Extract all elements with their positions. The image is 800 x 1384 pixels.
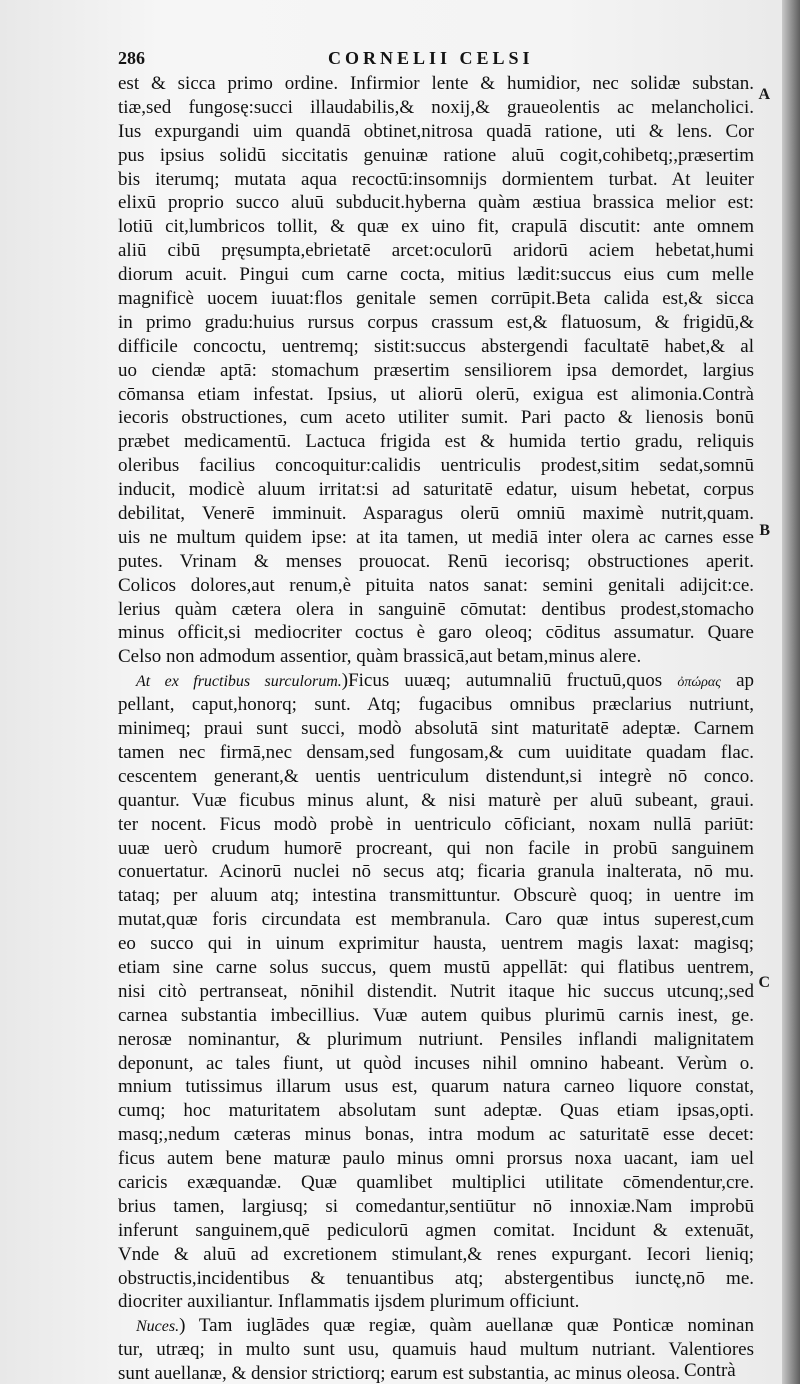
text-line: ficus autem bene maturæ paulo minus omni prorsus noxa uacant, iam uel	[118, 1148, 754, 1170]
text-line: ter nocent. Ficus modò probè in uentriculo cōficiant, noxam nullā pariūt:	[118, 813, 754, 835]
text-line: lerius quàm cætera olera in sanguinē cōmutat: dentibus prodest,stomacho	[118, 598, 754, 620]
text-line: carnea substantia imbecillius. Vuæ autem quibus plurimū carnis inest, ge.	[118, 1004, 754, 1026]
paragraph-nuts	[118, 1314, 754, 1384]
text-line: eo succo qui in uinum exprimitur hausta, uentrem magis laxat: magisq;	[118, 933, 754, 955]
line-text: ) Tam iuglādes quæ regiæ, quàm auellanæ quæ Ponticæ nominan	[179, 1315, 754, 1337]
text-line: nisi citò pertranseat, nōnihil distendit. Nutrit itaque hic succus utcunq;,sed	[118, 980, 754, 1002]
text-line: est & sicca primo ordine. Infirmior lente & humidior, nec solidæ substan.	[118, 73, 754, 94]
text-line: nerosæ nominantur, & plurimum nutriunt. Pensiles inflandi malignitatem	[118, 1028, 754, 1050]
text-line: mutat,quæ foris circundata est membranula. Caro quæ intus superest,cum	[118, 909, 754, 931]
running-head	[118, 48, 758, 72]
text-line: tamen nec firmā,nec densam,sed fungosam,& cum uuiditate quadam flac.	[118, 741, 754, 763]
text-line	[118, 1314, 754, 1338]
text-line: etiam sine carne solus succus, quem mustū appellāt: qui flatibus uentrem,	[118, 956, 754, 978]
text-line: sunt auellanæ, & densior strictiorq; earum est substantia, ac minus oleosa.	[118, 1363, 680, 1384]
text-line: pellant, caput,honorq; sunt. Atq; fugacibus omnibus præclarius nutriunt,	[118, 694, 754, 716]
text-line: conuertatur. Acinorū nuclei nō secus atq; ficaria granula inalterata, nō mu.	[118, 861, 754, 883]
text-line: iecoris obstructiones, cum aceto utiliter sumit. Pari pacto & lienosis bonū	[118, 407, 754, 429]
text-line: cōmansa etiam infestat. Ipsius, ut aliorū olerū, exigua est alimonia.Contrà	[118, 383, 754, 405]
text-line: tiæ,sed fungosę:succi illaudabilis,& noxij,& graueolentis ac melancholici.	[118, 96, 754, 118]
text-line: caricis exæquandæ. Quæ quamlibet multiplici utilitate cōmendentur,cre.	[118, 1171, 754, 1193]
running-title: CORNELII CELSI	[328, 48, 534, 68]
paragraph-fruits	[118, 669, 754, 1314]
text-line: bis iterumq; mutata aqua recoctū:insomnijs dormientem turbat. At leuiter	[118, 168, 754, 190]
text-line: difficile concoctu, uentremq; sistit:succus abstergendi facultatē habet,& al	[118, 335, 754, 357]
text-line: obstructis,incidentibus & tenuantibus atq; abstergentibus iunctę,nō me.	[118, 1267, 754, 1289]
text-line: masq;,nedum cæteras minus bonas, intra modum ac saturitatē esse decet:	[118, 1124, 754, 1146]
text-line: oleribus facilius concoquitur:calidis uentriculis prodest,sitim sedat,somnū	[118, 455, 754, 477]
text-line: Colicos dolores,aut renum,è pituita natos sanat: semini genitali adijcit:ce.	[118, 574, 754, 596]
line-text: )Ficus uuæq; autumnaliū fructuū,quos	[341, 670, 663, 692]
text-line	[118, 669, 754, 693]
catchword: Contrà	[684, 1360, 736, 1381]
margin-letter-a: A	[758, 86, 770, 103]
text-line: inducit, modicè aluum irritat:si ad saturitatē edatur, uisum hebetat, corpus	[118, 479, 754, 501]
page-gutter-shadow	[782, 0, 800, 1384]
paragraph-fruits-lines	[118, 693, 754, 1314]
text-line: minus officit,si mediocriter coctus è garo oleoq; cōditus assumatur. Quare	[118, 622, 754, 644]
text-line: præbet medicamentū. Lactuca frigida est & humida tertio gradu, reliquis	[118, 431, 754, 453]
text-line: aliū cibū pręsumpta,ebrietatē arcet:oculorū aridorū aciem hebetat,humi	[118, 240, 754, 262]
body-text	[118, 72, 754, 1384]
margin-letter-c: C	[758, 974, 770, 991]
lemma-nuts: Nuces.	[136, 1318, 180, 1336]
margin-letter-b: B	[759, 522, 770, 539]
text-line: deponunt, ac tales fiunt, ut quòd incuses nihil omnino habeant. Verùm o.	[118, 1052, 754, 1074]
text-line: magnificè uocem iuuat:flos genitale semen corrūpit.Beta calida est,& sicca	[118, 288, 754, 310]
text-line: tataq; per aluum atq; intestina transmittuntur. Obscurè quoq; in uentre im	[118, 885, 754, 907]
text-line: Celso non admodum assentior, quàm brassicā,aut betam,minus alere.	[118, 646, 642, 668]
line-text-end: ap	[736, 670, 754, 692]
text-line: pus ipsius solidū siccitatis genuinæ ratione aluū cogit,cohibetq;,præsertim	[118, 144, 754, 166]
text-line: elixū proprio succo aluū subducit.hyberna quàm æstiua brassica melior est:	[118, 192, 754, 214]
lemma-fruits: At ex fructibus surculorum.	[136, 673, 342, 691]
text-line: diorum acuit. Pingui cum carne cocta, mitius lædit:succus eius cum melle	[118, 264, 754, 286]
text-line: in primo gradu:huius rursus corpus crassum est,& flatuosum, & frigidū,&	[118, 311, 754, 333]
text-line: Vnde & aluū ad excretionem stimulant,& renes expurgant. Iecori lieniq;	[118, 1243, 754, 1265]
text-line: debilitat, Venerē imminuit. Asparagus olerū omniū maximè nutrit,quam.	[118, 503, 754, 525]
text-line: inferunt sanguinem,quē pediculorū agmen comitat. Incidunt & extenuāt,	[118, 1219, 754, 1241]
text-line: mnium tutissimus illarum usus est, quarum natura carneo liquore constat,	[118, 1076, 754, 1098]
text-line: uis ne multum quidem ipse: at ita tamen, ut mediā inter olera ac carnes esse	[118, 526, 754, 548]
paragraph-nuts-lines	[118, 1338, 754, 1384]
text-line: cescentem generant,& uentis uentriculum distendunt,si integrè nō conco.	[118, 765, 754, 787]
text-line: minimeq; praui sunt succi, modò absolutā sint maturitatē adeptæ. Carnem	[118, 718, 754, 740]
page-number: 286	[118, 48, 145, 68]
text-line: putes. Vrinam & menses prouocat. Renū iecorisq; obstructiones aperit.	[118, 550, 754, 572]
text-line: tur, utræq; in multo sunt usu, quamuis haud multum nutriant. Valentiores	[118, 1339, 754, 1361]
text-line: Ius expurgandi uim quandā obtinet,nitrosa quadā ratione, uti & lens. Cor	[118, 120, 754, 142]
text-line: cumq; hoc maturitatem absolutam sunt adeptæ. Quas etiam ipsas,opti.	[118, 1100, 754, 1122]
text-line: diocriter auxiliantur. Inflammatis ijsdem plurimum officiunt.	[118, 1291, 580, 1313]
text-line: uuæ uerò crudum humorē procreant, qui non facile in probū sanguinem	[118, 837, 754, 859]
text-line: brius tamen, largiusq; si comedantur,sentiūtur nō innoxiæ.Nam improbū	[118, 1195, 754, 1217]
greek-word: ὀπώρας	[677, 675, 721, 691]
paragraph-vegetables	[118, 72, 754, 669]
text-line: quantur. Vuæ ficubus minus alunt, & nisi maturè per aluū subeant, graui.	[118, 789, 754, 811]
text-line: lotiū cit,lumbricos tollit, & quæ ex uino fit, crapulā discutit: ante omnem	[118, 216, 754, 238]
text-line: uo ciendæ aptā: stomachum præsertim sensiliorem ipsa demordet, largius	[118, 359, 754, 381]
